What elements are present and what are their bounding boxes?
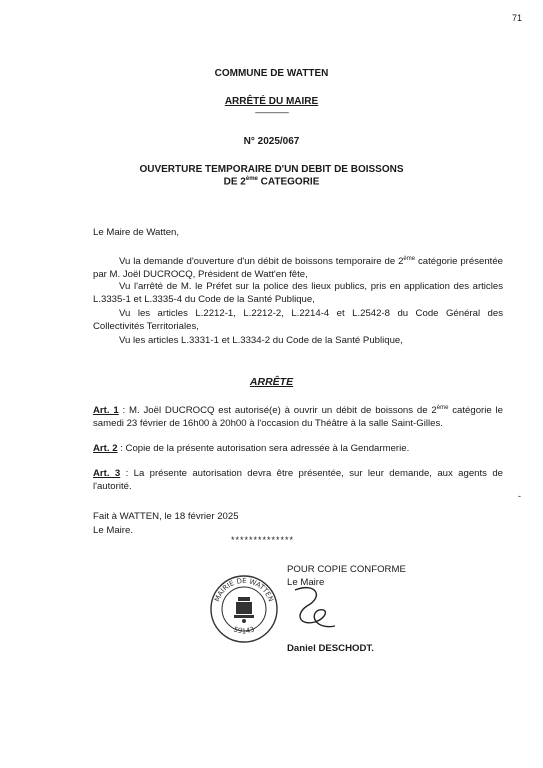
mairie-stamp-icon	[208, 573, 280, 645]
considerant-3: Vu les articles L.2212-1, L.2212-2, L.2214-4 et L.2542-8 du Code Général des Collectivités Territoriales,	[93, 308, 503, 333]
considerant-1: Vu la demande d'ouverture d'un débit de boissons temporaire de 2ème catégorie présentée par M. Joël DUCROCQ, Président de Watt'en fête,	[93, 256, 503, 281]
document-title: ARRÊTÉ DU MAIRE	[224, 96, 319, 107]
place-date-line: Fait à WATTEN, le 18 février 2025	[93, 511, 239, 522]
svg-text:59143: 59143	[232, 625, 256, 636]
mayor-name: Daniel DESCHODT.	[287, 643, 374, 654]
arrete-heading: ARRÊTE	[249, 376, 294, 388]
handwritten-signature	[285, 578, 355, 638]
separator-stars: **************	[231, 535, 295, 545]
considerant-2: Vu l'arrêté de M. le Préfet sur la police des lieux publics, pris en application des articles L.3335-1 et L.3335-4 du Code de la Santé Publique,	[93, 281, 503, 306]
decree-number: N° 2025/067	[243, 136, 300, 147]
article-1: Art. 1 : M. Joël DUCROCQ est autorisé(e) à ouvrir un débit de boissons de 2ème catégorie le samedi 23 février de 16h00 à 20h00 à l'occasion du Théâtre à la salle Saint-Gilles.	[93, 405, 503, 430]
copy-label: POUR COPIE CONFORME	[287, 564, 406, 575]
margin-mark: -	[518, 491, 521, 501]
title-rule: --------------------	[254, 108, 289, 117]
article-2: Art. 2 : Copie de la présente autorisation sera adressée à la Gendarmerie.	[93, 443, 410, 454]
article-3: Art. 3 : La présente autorisation devra être présentée, sur leur demande, aux agents de l'autorité.	[93, 468, 503, 493]
signatory-line: Le Maire.	[93, 524, 133, 536]
copy-signatory: Le Maire	[287, 577, 325, 589]
place-and-date	[93, 510, 239, 537]
commune-name: COMMUNE DE WATTEN	[214, 68, 329, 79]
svg-text:MAIRIE DE WATTEN: MAIRIE DE WATTEN	[213, 576, 275, 603]
subject-line-1: OUVERTURE TEMPORAIRE D'UN DEBIT DE BOISSONS	[139, 164, 404, 175]
salutation: Le Maire de Watten,	[93, 227, 180, 238]
considerant-4: Vu les articles L.3331-1 et L.3334-2 du Code de la Santé Publique,	[119, 335, 403, 346]
subject-line-2: DE 2ème CATEGORIE	[223, 176, 320, 188]
page-number: 71	[511, 13, 522, 23]
